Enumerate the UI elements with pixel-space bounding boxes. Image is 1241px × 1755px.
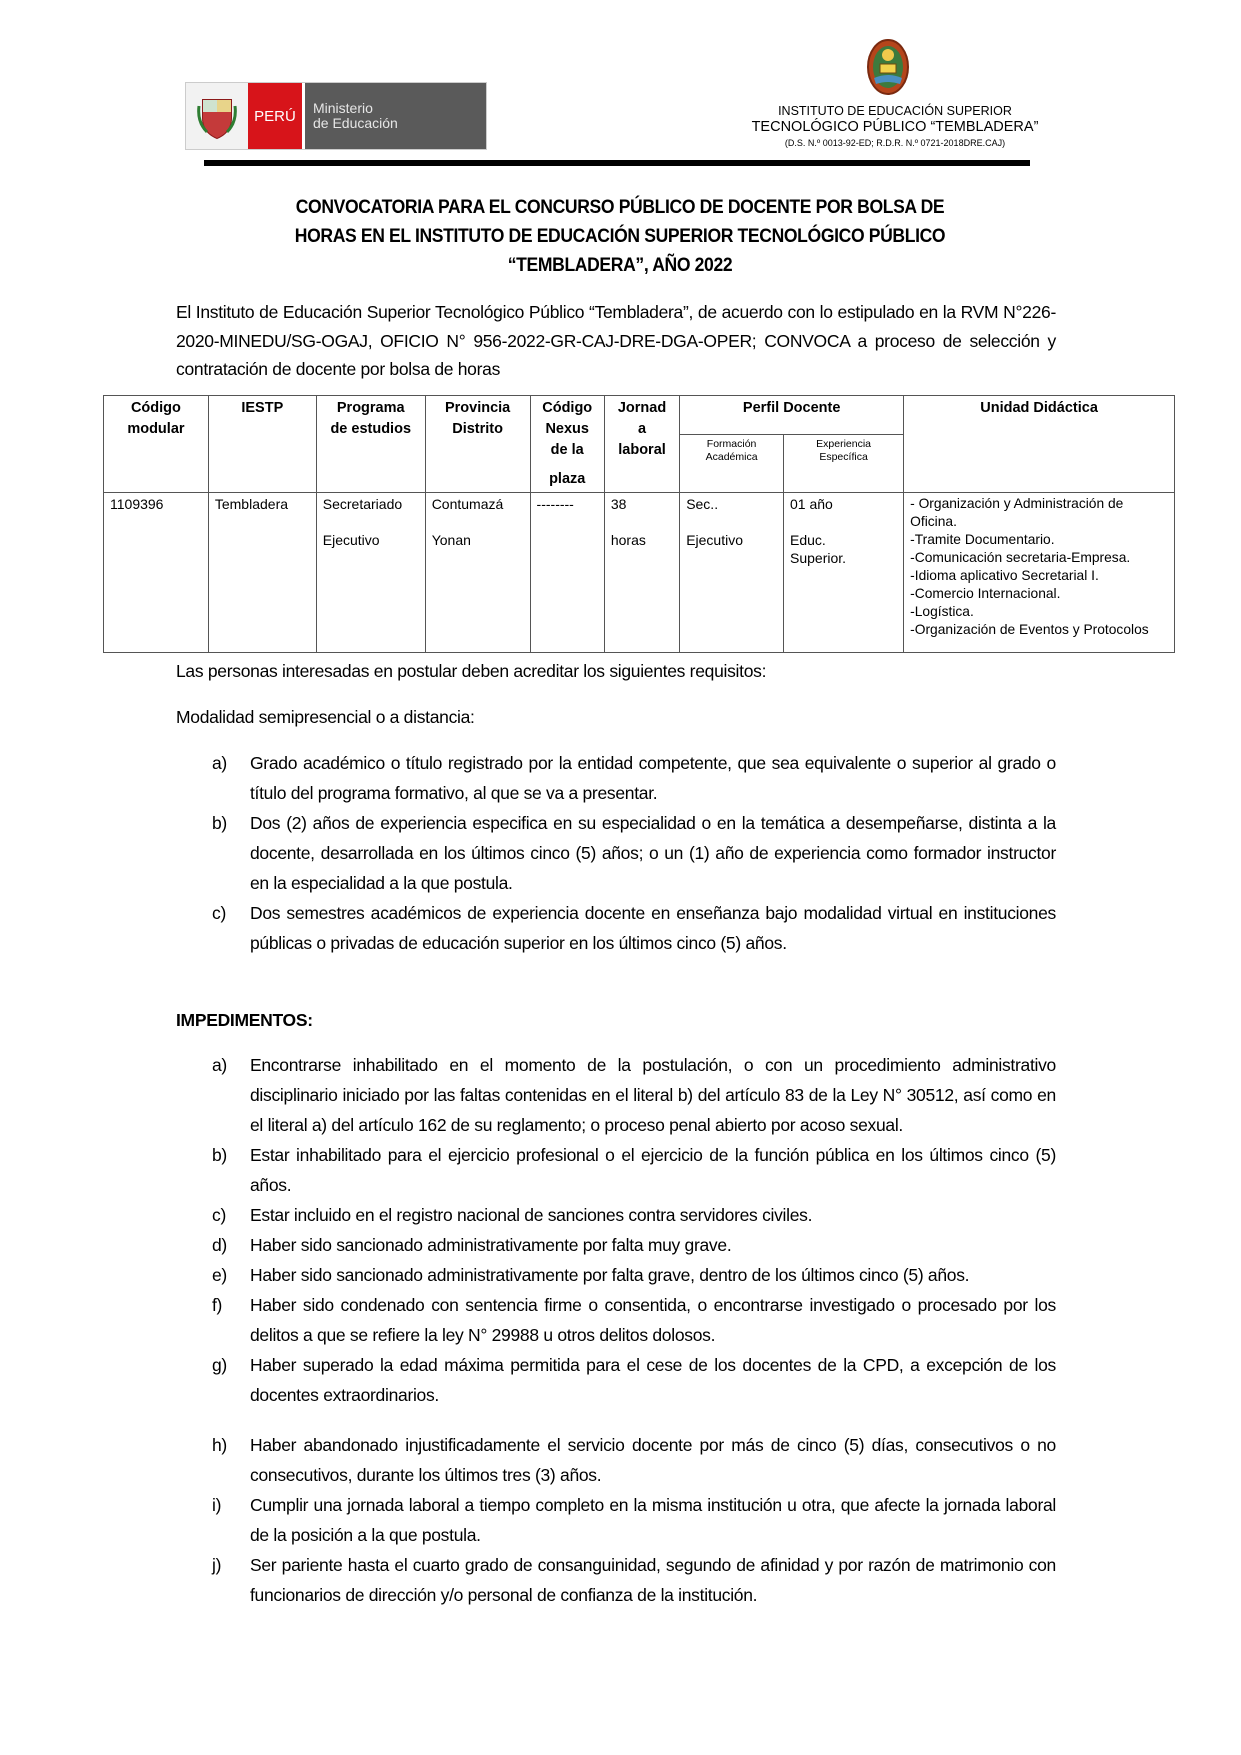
requirements-list bbox=[212, 748, 1056, 958]
document-title bbox=[197, 193, 1043, 280]
ministry-line1: Ministerio bbox=[313, 100, 373, 116]
impedimento-item: b) Estar inhabilitado para el ejercicio profesional o el ejercicio de la función pública en los últimos cinco (5) años. bbox=[212, 1145, 1056, 1195]
unidad-item: -Comercio Internacional. bbox=[910, 586, 1061, 601]
requirement-item: a) Grado académico o título registrado por la entidad competente, que sea equivalente o superior al grado o título del programa formativo, al que se va a presentar. bbox=[212, 753, 1056, 803]
header-perfil-docente: Perfil Docente bbox=[680, 396, 904, 435]
institute-emblem-icon bbox=[866, 38, 910, 96]
ministry-line2: de Educación bbox=[313, 115, 398, 131]
impedimento-item: h) Haber abandonado injustificadamente el servicio docente por más de cinco (5) días, consecutivos o no consecutivos, durante los últimos tres (3) años. bbox=[212, 1435, 1056, 1485]
unidad-item: - Organización y Administración de Oficina. bbox=[910, 496, 1124, 529]
title-line2: HORAS EN EL INSTITUTO DE EDUCACIÓN SUPERIOR TECNOLÓGICO PÚBLICO bbox=[294, 225, 946, 247]
unidad-item: -Organización de Eventos y Protocolos bbox=[910, 622, 1149, 637]
cell-experiencia: 01 año Educ. Superior. bbox=[784, 493, 904, 653]
header-provincia-distrito: Provincia Distrito bbox=[425, 396, 530, 493]
header-codigo-nexus: Código Nexus de la plaza bbox=[530, 396, 604, 493]
impedimento-item: i) Cumplir una jornada laboral a tiempo completo en la misma institución u otra, que afecte la jornada laboral de la posición a la que postula. bbox=[212, 1495, 1056, 1545]
impedimento-item: a) Encontrarse inhabilitado en el momento de la postulación, o con un procedimiento administrativo disciplinario iniciado por las faltas contenidas en el literal b) del artículo 83 de la Ley N° 30512, así como en el literal a) del artículo 162 de su reglamento; o proceso penal abierto por acoso sexual. bbox=[212, 1055, 1056, 1135]
impedimento-item: f) Haber sido condenado con sentencia firme o consentida, o encontrarse investigado o procesado por los delitos a que se refiere la ley N° 29988 u otros delitos dolosos. bbox=[212, 1295, 1056, 1345]
peru-coat-of-arms-icon bbox=[186, 83, 248, 149]
cell-programa: Secretariado Ejecutivo bbox=[316, 493, 425, 653]
institute-line2: TECNOLÓGICO PÚBLICO “TEMBLADERA” bbox=[751, 119, 1039, 135]
unidad-item: -Idioma aplicativo Secretarial I. bbox=[910, 568, 1099, 583]
institute-line1: INSTITUTO DE EDUCACIÓN SUPERIOR bbox=[778, 104, 1012, 118]
impedimento-item: g) Haber superado la edad máxima permitida para el cese de los docentes de la CPD, a excepción de los docentes extraordinarios. bbox=[212, 1355, 1056, 1405]
cell-unidad-didactica bbox=[904, 493, 1175, 653]
header-jornada-laboral: Jornad a laboral bbox=[604, 396, 679, 493]
cell-codigo-modular: 1109396 bbox=[104, 493, 209, 653]
requirements-intro: Las personas interesadas en postular deben acreditar los siguientes requisitos: bbox=[176, 661, 767, 681]
title-line1: CONVOCATORIA PARA EL CONCURSO PÚBLICO DE DOCENTE POR BOLSA DE bbox=[295, 196, 945, 218]
cell-formacion: Sec.. Ejecutivo bbox=[680, 493, 784, 653]
minedu-logo bbox=[185, 82, 487, 150]
ministry-name bbox=[302, 83, 486, 149]
cell-provincia-distrito: Contumazá Yonan bbox=[425, 493, 530, 653]
peru-label: PERÚ bbox=[248, 83, 302, 149]
impedimento-item: e) Haber sido sancionado administrativamente por falta grave, dentro de los últimos cinco (5) años. bbox=[212, 1265, 970, 1285]
cell-iestp: Tembladera bbox=[208, 493, 316, 653]
header-unidad-didactica: Unidad Didáctica bbox=[904, 396, 1175, 493]
table-row bbox=[104, 493, 1175, 653]
institute-header bbox=[740, 104, 1050, 150]
header-programa: Programa de estudios bbox=[316, 396, 425, 493]
institute-resolution: (D.S. N.º 0013-92-ED; R.D.R. N.º 0721-2018DRE.CAJ) bbox=[784, 138, 1006, 148]
impedimentos-heading: IMPEDIMENTOS: bbox=[176, 1010, 313, 1030]
impedimento-item: c) Estar incluido en el registro nacional de sanciones contra servidores civiles. bbox=[212, 1205, 813, 1225]
cell-jornada: 38 horas bbox=[604, 493, 679, 653]
header-codigo-modular: Código modular bbox=[104, 396, 209, 493]
title-line3: “TEMBLADERA”, AÑO 2022 bbox=[507, 254, 733, 276]
header-divider bbox=[204, 160, 1030, 166]
requirement-item: b) Dos (2) años de experiencia especifica en su especialidad o en la temática a desempeñarse, distinta a la docente, desarrollada en los últimos cinco (5) años; o un (1) año de experiencia como formador instructor en la especialidad a la que postula. bbox=[212, 813, 1056, 893]
impedimento-item: d) Haber sido sancionado administrativamente por falta muy grave. bbox=[212, 1235, 732, 1255]
unidad-item: -Logística. bbox=[910, 604, 974, 619]
modality-label: Modalidad semipresencial o a distancia: bbox=[176, 707, 475, 727]
unidad-item: -Tramite Documentario. bbox=[910, 532, 1055, 547]
header-formacion-academica: Formación Académica bbox=[680, 435, 784, 493]
impedimento-item: j) Ser pariente hasta el cuarto grado de consanguinidad, segundo de afinidad y por razón de matrimonio con funcionarios de dirección y/o personal de confianza de la institución. bbox=[212, 1555, 1056, 1605]
plaza-table bbox=[103, 395, 1175, 653]
table-header-row bbox=[104, 396, 1175, 435]
intro-paragraph: El Instituto de Educación Superior Tecnológico Público “Tembladera”, de acuerdo con lo estipulado en la RVM N°226-2020-MINEDU/SG-OGAJ, OFICIO N° 956-2022-GR-CAJ-DRE-DGA-OPER; CONVOCA a proceso de selección y contratación de docente por bolsa de horas bbox=[176, 302, 1056, 379]
requirement-item: c) Dos semestres académicos de experiencia docente en enseñanza bajo modalidad virtual en instituciones públicas o privadas de educación superior en los últimos cinco (5) años. bbox=[212, 903, 1056, 953]
header-experiencia-especifica: Experiencia Específica bbox=[784, 435, 904, 493]
unidad-item: -Comunicación secretaria-Empresa. bbox=[910, 550, 1131, 565]
header-iestp: IESTP bbox=[208, 396, 316, 493]
impedimentos-list bbox=[212, 1050, 1056, 1610]
cell-codigo-nexus: -------- bbox=[530, 493, 604, 653]
